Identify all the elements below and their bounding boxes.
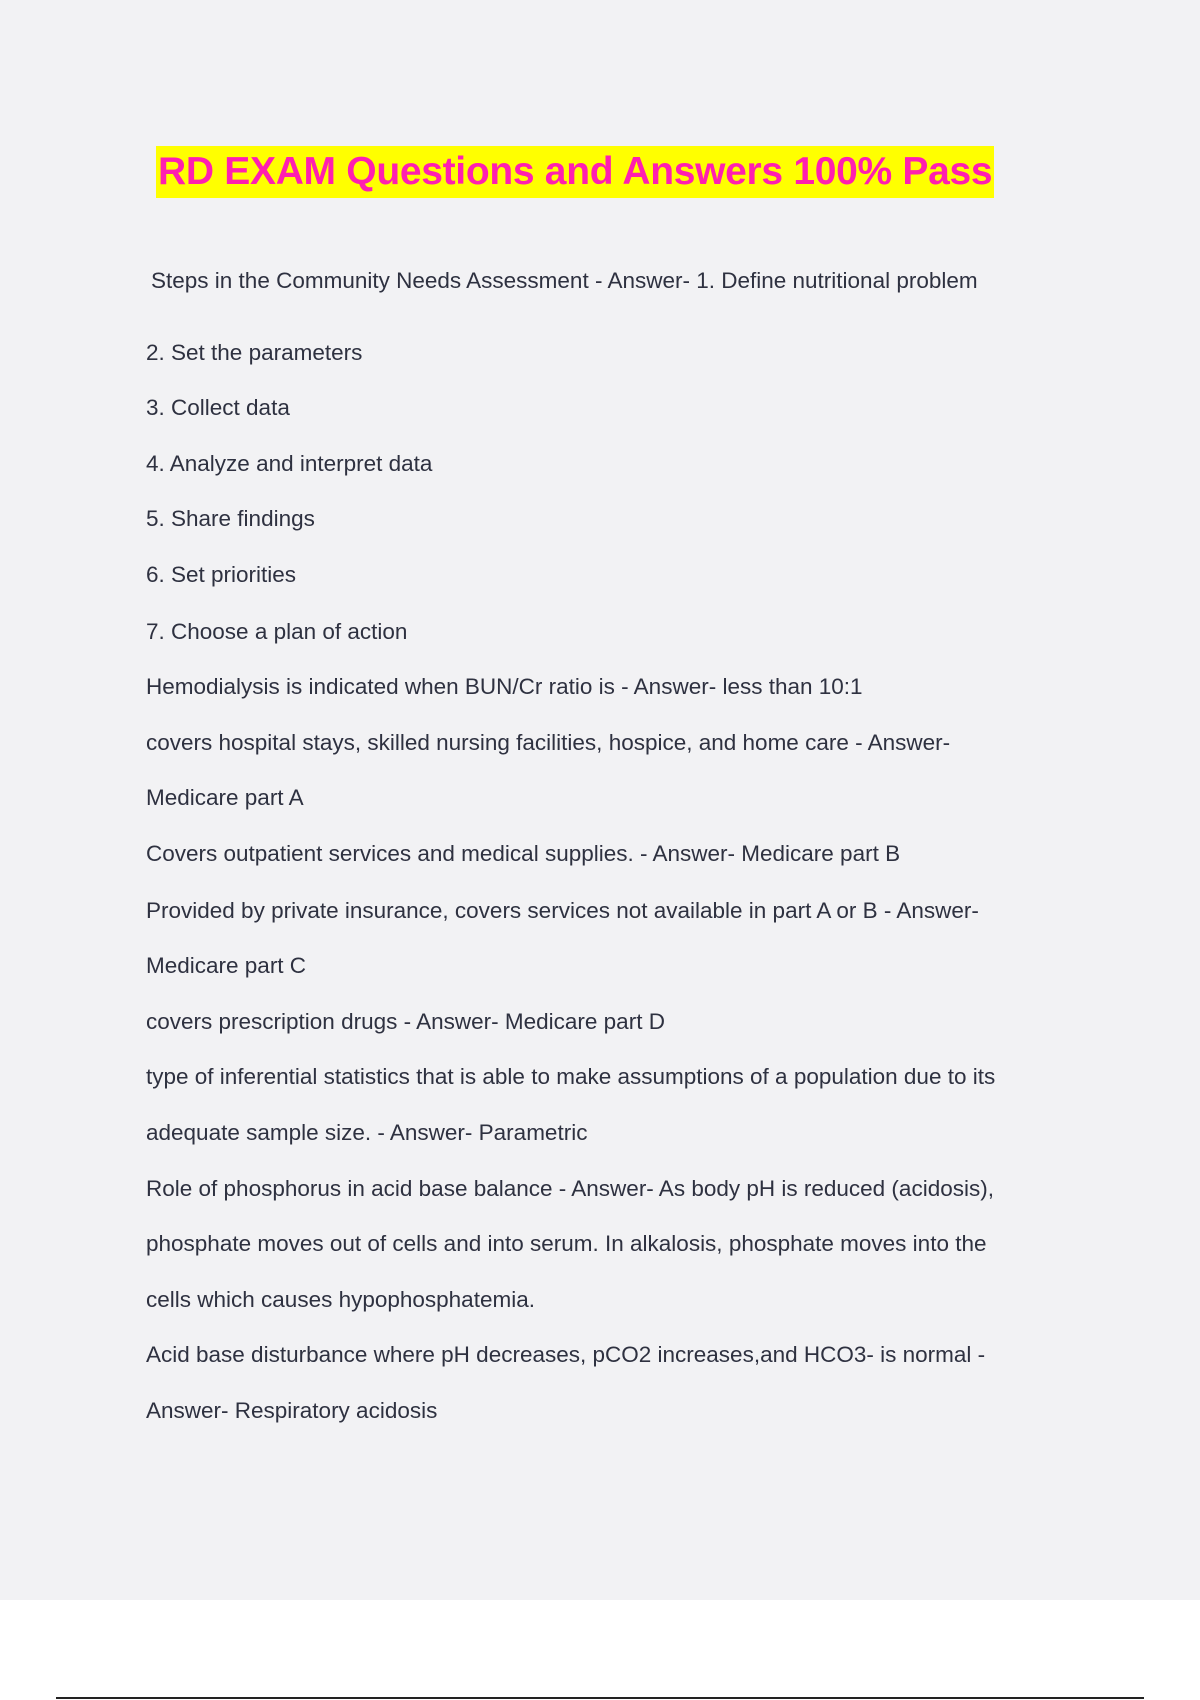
text-line: cells which causes hypophosphatemia. xyxy=(146,1287,535,1312)
text-line: Medicare part C xyxy=(146,953,307,978)
text-line: 7. Choose a plan of action xyxy=(146,619,408,644)
text-line: 3. Collect data xyxy=(146,395,290,420)
text-line: adequate sample size. - Answer- Parametric xyxy=(146,1120,588,1145)
text-line: 6. Set priorities xyxy=(146,562,297,587)
text-line: covers prescription drugs - Answer- Medicare part D xyxy=(146,1009,665,1034)
text-line: phosphate moves out of cells and into serum. In alkalosis, phosphate moves into the xyxy=(146,1231,987,1256)
text-line: 5. Share findings xyxy=(146,506,315,531)
text-line: covers hospital stays, skilled nursing facilities, hospice, and home care - Answer- xyxy=(146,730,951,755)
text-line: Role of phosphorus in acid base balance - Answer- As body pH is reduced (acidosis), xyxy=(146,1176,994,1201)
title-highlight xyxy=(156,146,994,198)
text-line: Acid base disturbance where pH decreases, pCO2 increases,and HCO3- is normal - xyxy=(146,1342,986,1367)
text-line: Answer- Respiratory acidosis xyxy=(146,1398,438,1423)
page-title: RD EXAM Questions and Answers 100% Pass xyxy=(158,150,993,193)
text-line: 4. Analyze and interpret data xyxy=(146,451,433,476)
text-line: type of inferential statistics that is able to make assumptions of a population due to its xyxy=(146,1064,996,1089)
text-line: Medicare part A xyxy=(146,785,304,810)
text-line: Covers outpatient services and medical supplies. - Answer- Medicare part B xyxy=(146,841,901,866)
text-line: Steps in the Community Needs Assessment - Answer- 1. Define nutritional problem xyxy=(151,268,978,293)
text-line: Hemodialysis is indicated when BUN/Cr ratio is - Answer- less than 10:1 xyxy=(146,674,863,699)
text-line: Provided by private insurance, covers services not available in part A or B - Answer- xyxy=(146,898,979,923)
page-bottom-rule xyxy=(56,1697,1144,1699)
text-line: 2. Set the parameters xyxy=(146,340,363,365)
